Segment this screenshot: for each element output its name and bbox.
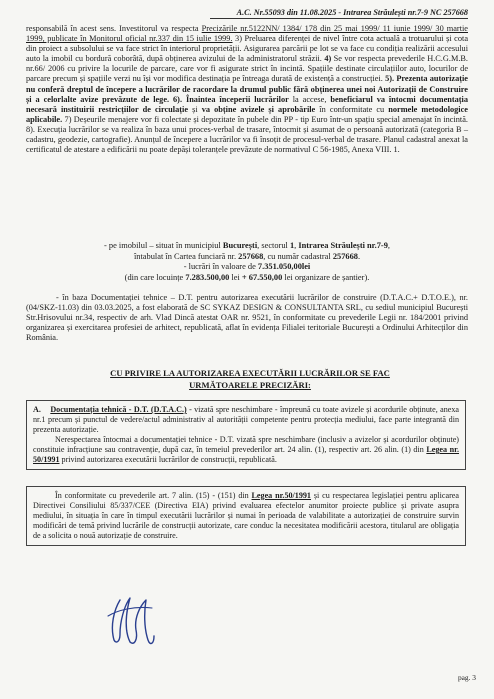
box-a-letter: A. — [33, 405, 41, 414]
cf-number: 257668 — [238, 251, 264, 261]
box-a-title: Documentația tehnică - D.T. (D.T.A.C.) — [50, 405, 187, 414]
page-number: pag. 3 — [457, 673, 476, 682]
bold-condition-5-6: 5). Prezenta autorizație nu conferă dreptul de începere a lucrărilor de racordare la drumul public fără obținerea unei noi Autorizații de Construire și a celorlalte avize prevăzute de lege. 6). Înaintea începerii lucrărilor — [26, 74, 468, 104]
works-value: 7.351.050,00lei — [257, 262, 311, 271]
page-header: A.C. Nr.55093 din 11.08.2025 - Intrarea Străulești nr.7-9 NC 257668 — [210, 8, 468, 19]
law-reference-2: Legea nr.50/1991 — [251, 491, 311, 500]
conditions-paragraph: responsabilă în acest sens. Investitorul va respecta Precizările nr.5122NN/ 1384/ 178 din 25 mai 1999/ 11 iunie 1999/ 30 martie 1999, publicate în Monitorul oficial nr.337 din 15 iulie 1999. 3) Preluarea diferenței de nivel între cota actuală a trotuarului și cota din proiect a subsolului se va face strict în interiorul proprietății. Asigurarea parcării pe lot se va face cu condiția realizării accesului auto la imobil cu bordură coborâtă, după obținerea avizului de la administratorul străzii. 4) Se vor respecta prevederile H.C.G.M.B. nr.66/ 2006 cu privire la locurile de parcare, care vor fi asigurate strict în incintă. Spațiile destinate circulațiilor auto, locurilor de parcare precum și spațiile verzi nu își vor modifica destinația pe întreaga durată de existență a construcției. 5). Prezenta autorizație nu conferă dreptul de începere a lucrărilor de racordare la drumul public fără obținerea unei noi Autorizații de Construire și a celorlalte avize prevăzute de lege. 6). Înaintea începerii lucrărilor la accese, beneficiarul va întocmi documentația necesară instituirii restricțiilor de circulație și va obține avizele și aprobările în conformitate cu normele metodologice aplicabile. 7) Deșeurile menajere vor fi colectate și depozitate în pubele din PP - tip Euro într-un spațiu special amenajat în incintă. 8). Execuția lucrărilor se va realiza în baza unui proces-verbal de trasare, întocmit și asumat de o persoană autorizată (categoria B – cadastru, geodezie, cartografie). Anunțul de începere a lucrărilor va fi însoțit de procesul-verbal de trasare. Planul cadastral anexat la certificatul de atestare a edificării nu poate depăși toleranțele prevăzute de normativul C 56-1985, Anexa VIII. 1. — [26, 24, 469, 155]
sector: 1 — [289, 241, 295, 250]
section-heading-line-1: CU PRIVIRE LA AUTORIZAREA EXECUTĂRII LUCRĂRILOR SE FAC — [110, 368, 390, 378]
housing-value: 7.283.500,00 — [185, 272, 230, 282]
documentation-paragraph: - în baza Documentației tehnice – D.T. pentru autorizarea executării lucrărilor de construire (D.T.A.C.+ D.T.O.E.), nr.(04/SKZ-11.03) din 03.03.2025, a fost elaborată de SC SYKAZ DESIGN & CONSULTANTA SRL, cu sediul municipiul București Str.Hrisovului nr.34, respectiv de arh. Vlad Dincă atestat OAR nr. 9521, în conformitate cu prevederile Legii nr. 184/2001 privind organizarea și exercitarea profesiei de arhitect, republicată, aflat în evidența Filialei teritoriale București a Ordinului Arhitecților din România. — [26, 293, 468, 343]
precizari-box-eia: În conformitate cu prevederile art. 7 alin. (15) - (151) din Legea nr.50/1991 și cu respectarea legislației pentru aplicarea Directivei Consiliului 85/337/CEE (Directiva EIA) privind evaluarea efectelor anumitor proiecte publice și private asupra mediului, în situația în care în timpul executării lucrărilor și numai în perioada de valabilitate a autorizației de construire survin modificări de temă privind lucrările de construcții autorizate, care conduc la necesitatea modificării acestora, titularul are obligația de a solicita o nouă autorizație de construire. — [26, 486, 466, 546]
precizari-reference: Precizările nr.5122NN/ 1384/ 178 din 25 mai 1999/ 11 iunie 1999/ 30 martie 1999, publicate în Monitorul oficial nr.337 din 15 iulie 1999. — [26, 24, 468, 44]
street-address: Intrarea Străulești nr.7-9 — [298, 241, 388, 250]
precizari-box-a: A. Documentația tehnică - D.T. (D.T.A.C.) - vizată spre neschimbare - împreună cu toate avizele și acordurile obținute, anexa nr.1 precum și punctul de vedere/actul administrativ al autorității competente pentru protecția mediului, face parte integrantă din prezenta autorizație. Nerespectarea întocmai a documentației tehnice - D.T. vizată spre neschimbare (inclusiv a avizelor și acordurilor obținute) constituie infracțiune sau contravenție, după caz, în temeiul prevederilor art. 24 alin. (1), respectiv art. 26 alin. (1) din Legea nr. 50/1991 privind autorizarea executării lucrărilor de construcții, republicată. — [26, 400, 466, 470]
site-organization-value: + 67.550,00 — [241, 272, 283, 282]
cadastral-number: 257668 — [332, 251, 358, 261]
section-heading-line-2: URMĂTOARELE PRECIZĂRI: — [189, 380, 311, 390]
city: București — [222, 241, 258, 250]
property-address-block: - pe imobilul – situat în municipiul București, sectorul 1, Intrarea Străulești nr.7-9, întabulat în Cartea funciară nr. 257668, cu număr cadastral 257668. - lucrări în valoare de 7.351.050,00lei (din care locuințe 7.283.500,00 lei + 67.550,00 lei organizare de șantier). — [104, 241, 390, 282]
law-reference: Legea nr. 50/1991 — [33, 445, 460, 464]
handwritten-signature — [100, 586, 158, 650]
